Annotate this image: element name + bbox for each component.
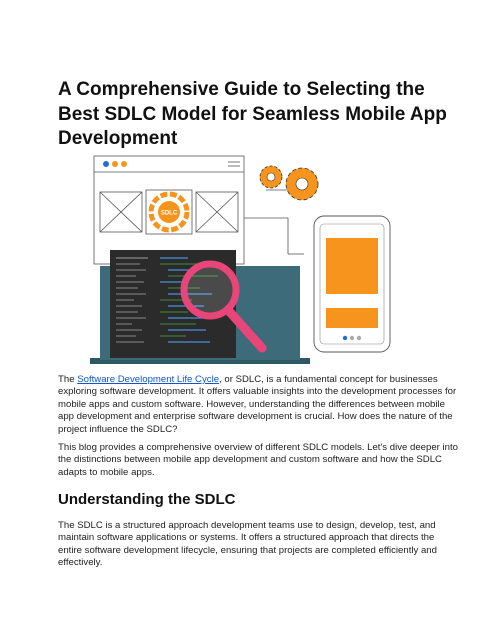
mobile-phone-icon <box>314 216 390 352</box>
image-placeholder-icon <box>100 192 142 232</box>
sdlc-cycle-icon <box>146 190 192 234</box>
sdlc-badge-label: SDLC <box>160 210 178 217</box>
window-dot-icon <box>112 161 118 167</box>
paragraph-text: The <box>58 374 78 385</box>
sdlc-definition-paragraph: The SDLC is a structured approach development teams use to design, develop, test, and maintain software applications or systems. It offers a structured approach that directs the entire software development lifecycle, ensuring that projects are completed efficiently and effectively. <box>58 520 437 569</box>
paragraph-text: , or SDLC, is a fundamental concept for businesses exploring software development. It offers valuable insights into the development processes for mobile apps and custom software. However, understanding the differences between mobile app development and enterprise software development is crucial. How does the nature of the project influence the SDLC? <box>58 374 457 435</box>
browser-window <box>94 156 244 264</box>
image-placeholder-icon <box>196 192 238 232</box>
window-dot-icon <box>121 161 127 167</box>
intro-paragraph <box>58 374 458 436</box>
window-dot-icon <box>103 161 109 167</box>
gear-icon <box>260 166 282 188</box>
gear-icon <box>286 168 318 200</box>
page-title: A Comprehensive Guide to Selecting the Best SDLC Model for Seamless Mobile App Development <box>58 79 447 149</box>
overview-paragraph: This blog provides a comprehensive overview of different SDLC models. Let's dive deeper into the distinctions between mobile app development and custom software and how the SDLC adapts to mobile apps. <box>58 442 459 478</box>
sdlc-link[interactable]: Software Development Life Cycle <box>77 374 220 385</box>
section-heading: Understanding the SDLC <box>58 491 236 508</box>
sdlc-illustration <box>88 152 406 374</box>
